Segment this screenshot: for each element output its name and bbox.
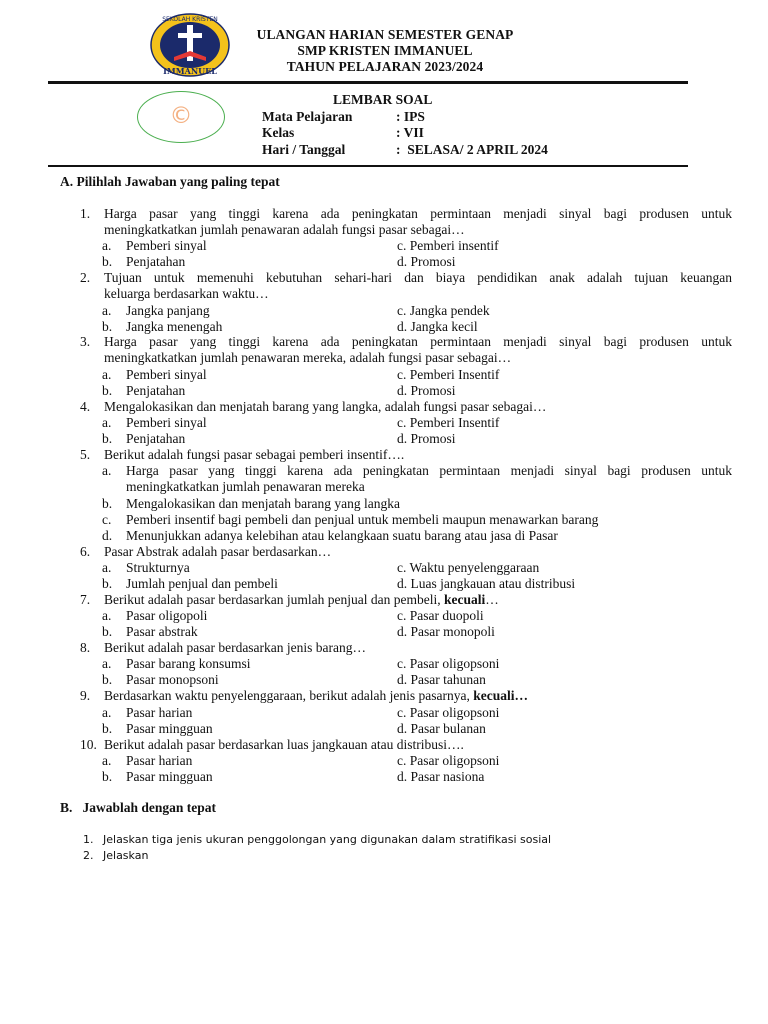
question-number: 2. (80, 270, 91, 285)
question-text-line: meningkatkatkan jumlah penawaran adalah fungsi pasar sebagai… (104, 222, 465, 237)
option-text: d. Luas jangkauan atau distribusi (397, 576, 576, 591)
option-letter: d. (102, 528, 113, 543)
meta-label-subject: Mata Pelajaran (262, 109, 353, 124)
option-text: Pemberi sinyal (126, 238, 207, 253)
header-divider-bottom (48, 165, 688, 167)
meta-label-class: Kelas (262, 125, 295, 140)
option-text: Pasar oligopoli (126, 608, 208, 623)
option-text: c. Jangka pendek (397, 303, 490, 318)
option-letter: a. (102, 367, 112, 382)
logo-top-text: SEKOLAH KRISTEN (162, 16, 218, 23)
option-text: meningkatkatkan jumlah penawaran mereka (126, 479, 365, 494)
option-text: Penjatahan (126, 431, 186, 446)
option-letter: b. (102, 769, 113, 784)
option-text: c. Pemberi Insentif (397, 415, 500, 430)
option-text: Penjatahan (126, 383, 186, 398)
question-number: 7. (80, 592, 91, 607)
option-text: Jangka panjang (126, 303, 210, 318)
option-text: c. Pasar oligopsoni (397, 705, 500, 720)
section-b-title: B. Jawablah dengan tepat (60, 800, 217, 815)
option-text: d. Pasar bulanan (397, 721, 486, 736)
option-letter: a. (102, 238, 112, 253)
option-text: Jumlah penjual dan pembeli (126, 576, 278, 591)
option-text: Jangka menengah (126, 319, 223, 334)
meta-value-class: : VII (396, 125, 424, 140)
header-title-line-3: TAHUN PELAJARAN 2023/2024 (286, 59, 484, 74)
option-text: Pasar mingguan (126, 769, 213, 784)
question-number: 3. (80, 334, 91, 349)
option-letter: a. (102, 560, 112, 575)
question-text-line: Pasar Abstrak adalah pasar berdasarkan… (104, 544, 332, 559)
question-text-line (104, 592, 732, 608)
header-title-line-2: SMP KRISTEN IMMANUEL (297, 43, 473, 58)
question-text-line: Berikut adalah fungsi pasar sebagai pemberi insentif…. (104, 447, 405, 462)
question-emphasis: kecuali (444, 592, 486, 607)
option-letter: b. (102, 496, 113, 511)
option-text: Pasar barang konsumsi (126, 656, 251, 671)
option-text: c. Pasar duopoli (397, 608, 484, 623)
question-text-line: Harga pasar yang tinggi karena ada peningkatan permintaan menjadi sinyal bagi produsen untuk (104, 206, 732, 221)
option-letter: a. (102, 608, 112, 623)
question-text-line: Mengalokasikan dan menjatah barang yang langka, adalah fungsi pasar sebagai… (104, 399, 547, 414)
option-text: d. Promosi (397, 383, 456, 398)
question-text: Berikut adalah pasar berdasarkan jumlah penjual dan pembeli, (104, 592, 444, 607)
sheet-title: LEMBAR SOAL (333, 92, 433, 107)
option-text: Pasar monopsoni (126, 672, 219, 687)
option-letter: a. (102, 705, 112, 720)
option-letter: b. (102, 319, 113, 334)
question-text-line: Tujuan untuk memenuhi kebutuhan sehari-hari dan biaya pendidikan anak adalah tujuan keuangan (104, 270, 732, 285)
meta-value-subject: : IPS (396, 109, 425, 124)
option-text: Strukturnya (126, 560, 190, 575)
option-text: d. Pasar nasiona (397, 769, 485, 784)
option-text: c. Pemberi Insentif (397, 367, 500, 382)
meta-label-date: Hari / Tanggal (262, 142, 346, 157)
option-text: Pemberi sinyal (126, 367, 207, 382)
option-letter: c. (102, 512, 112, 527)
question-text-line: Harga pasar yang tinggi karena ada peningkatan permintaan menjadi sinyal bagi produsen untuk (104, 334, 732, 349)
copyright-icon: © (169, 103, 193, 129)
essay-number: 2. (83, 849, 94, 862)
option-letter: b. (102, 254, 113, 269)
option-letter: a. (102, 753, 112, 768)
essay-question: Jelaskan (103, 849, 149, 862)
question-number: 8. (80, 640, 91, 655)
section-a-title: A. Pilihlah Jawaban yang paling tepat (60, 174, 280, 189)
option-text: Pasar mingguan (126, 721, 213, 736)
option-text: d. Pasar tahunan (397, 672, 486, 687)
essay-number: 1. (83, 833, 94, 846)
school-logo (150, 13, 230, 77)
question-number: 4. (80, 399, 91, 414)
option-letter: b. (102, 721, 113, 736)
option-text: Harga pasar yang tinggi karena ada peningkatan permintaan menjadi sinyal bagi produsen untuk (126, 463, 732, 478)
option-text: Pasar abstrak (126, 624, 198, 639)
option-letter: a. (102, 303, 112, 318)
question-number: 6. (80, 544, 91, 559)
question-number: 9. (80, 688, 91, 703)
option-text: Penjatahan (126, 254, 186, 269)
option-letter: b. (102, 672, 113, 687)
option-text: Pasar harian (126, 753, 193, 768)
question-text-line: meningkatkatkan jumlah penawaran mereka, adalah fungsi pasar sebagai… (104, 350, 512, 365)
option-text: d. Pasar monopoli (397, 624, 495, 639)
option-text: c. Pemberi insentif (397, 238, 499, 253)
question-number: 5. (80, 447, 91, 462)
option-text: d. Jangka kecil (397, 319, 478, 334)
option-text: c. Pasar oligopsoni (397, 656, 500, 671)
option-letter: a. (102, 415, 112, 430)
question-ellipsis: … (485, 592, 499, 607)
meta-value-date: : SELASA/ 2 APRIL 2024 (396, 142, 548, 157)
option-text: Pemberi insentif bagi pembeli dan penjual untuk membeli maupun menawarkan barang (126, 512, 599, 527)
logo-bottom-text: IMMANUEL (163, 66, 217, 76)
header-divider-top (48, 81, 688, 84)
option-text: d. Promosi (397, 254, 456, 269)
question-text: Berdasarkan waktu penyelenggaraan, berikut adalah jenis pasarnya, (104, 688, 474, 703)
option-letter: a. (102, 656, 112, 671)
option-letter: b. (102, 576, 113, 591)
option-text: c. Waktu penyelenggaraan (397, 560, 540, 575)
question-text-line: Berikut adalah pasar berdasarkan jenis barang… (104, 640, 367, 655)
option-letter: b. (102, 431, 113, 446)
option-text: Mengalokasikan dan menjatah barang yang langka (126, 496, 401, 511)
question-text-line: keluarga berdasarkan waktu… (104, 286, 269, 301)
header-title-line-1: ULANGAN HARIAN SEMESTER GENAP (256, 27, 514, 42)
question-emphasis: kecuali… (473, 688, 528, 703)
question-number: 10. (80, 737, 97, 752)
option-text: Pasar harian (126, 705, 193, 720)
option-text: Pemberi sinyal (126, 415, 207, 430)
question-text-line: Berikut adalah pasar berdasarkan luas jangkauan atau distribusi…. (104, 737, 464, 752)
stamp-circle (137, 91, 225, 143)
option-text: c. Pasar oligopsoni (397, 753, 500, 768)
option-letter: a. (102, 463, 112, 478)
question-text-line (104, 688, 732, 704)
essay-question: Jelaskan tiga jenis ukuran penggolongan yang digunakan dalam stratifikasi sosial (103, 833, 552, 846)
option-letter: b. (102, 624, 113, 639)
question-number: 1. (80, 206, 91, 221)
option-letter: b. (102, 383, 113, 398)
option-text: Menunjukkan adanya kelebihan atau kelangkaan suatu barang atau jasa di Pasar (126, 528, 558, 543)
option-text: d. Promosi (397, 431, 456, 446)
